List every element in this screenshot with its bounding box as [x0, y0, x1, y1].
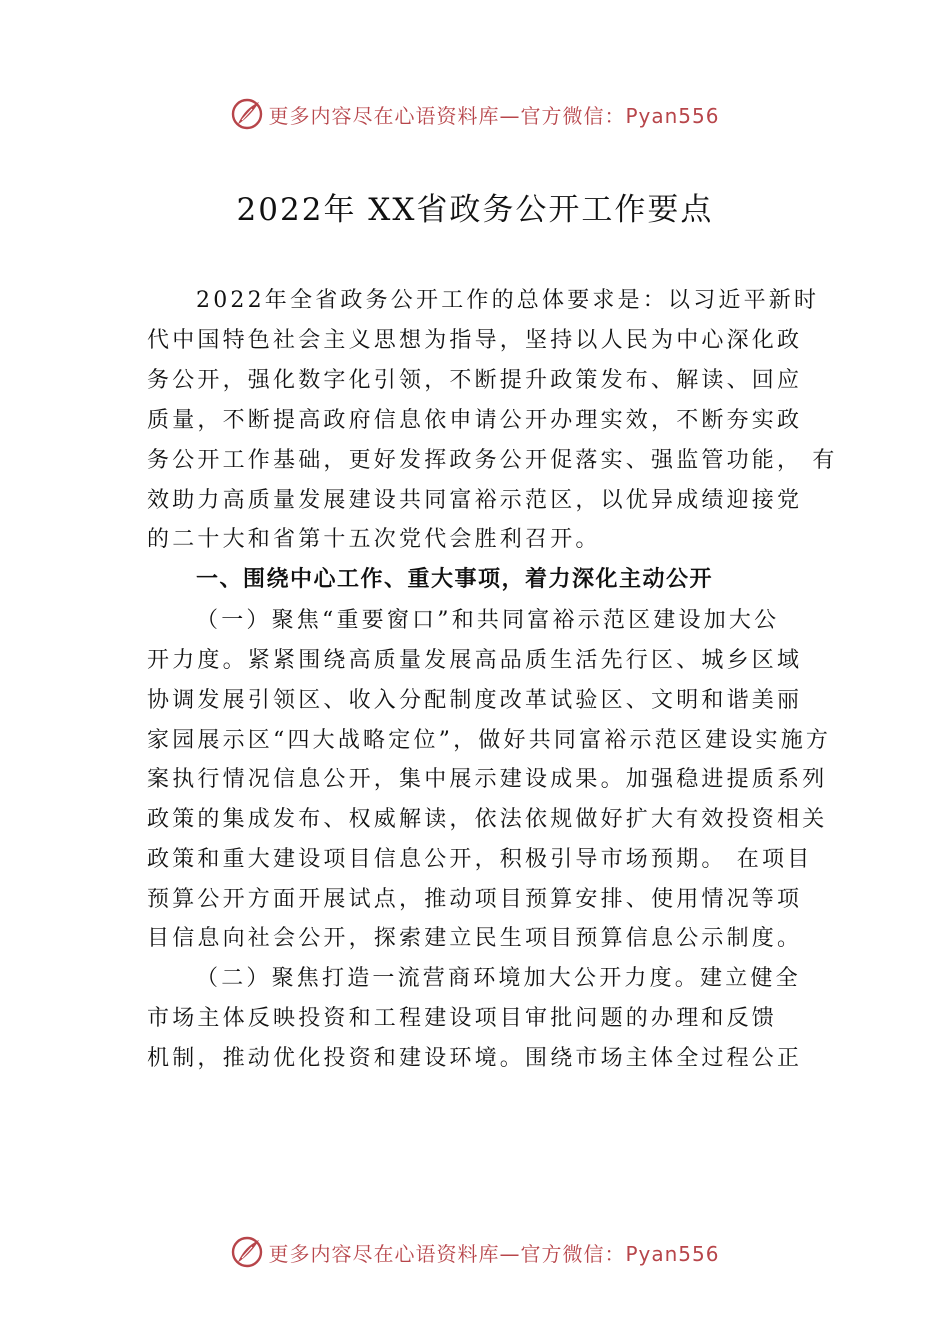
paragraph-line: 预算公开方面开展试点，推动项目预算安排、使用情况等项 [147, 887, 803, 912]
paragraph-line: 代中国特色社会主义思想为指导，坚持以人民为中心深化政 [147, 328, 803, 353]
paragraph-line: （二）聚焦打造一流营商环境加大公开力度。建立健全 [196, 966, 801, 991]
paragraph-line: 政策的集成发布、权威解读，依法依规做好扩大有效投资相关 [147, 807, 828, 832]
header-banner [0, 94, 950, 134]
banner-text: 更多内容尽在心语资料库—官方微信：Pyan556 [268, 1241, 720, 1266]
document-title: 2022年 XX省政务公开工作要点 [236, 192, 714, 228]
paragraph-line: 务公开，强化数字化引领，不断提升政策发布、解读、回应 [147, 368, 803, 393]
paragraph-line: 的二十大和省第十五次党代会胜利召开。 [147, 527, 601, 552]
paragraph-line: 市场主体反映投资和工程建设项目审批问题的办理和反馈 [147, 1006, 778, 1031]
paragraph-line: 务公开工作基础，更好发挥政务公开促落实、强监管功能， 有 [147, 448, 838, 473]
quill-logo-icon [230, 97, 264, 131]
paragraph-line: 协调发展引领区、收入分配制度改革试验区、文明和谐美丽 [147, 688, 803, 713]
paragraph-line: 效助力高质量发展建设共同富裕示范区，以优异成绩迎接党 [147, 488, 803, 513]
paragraph-line: 案执行情况信息公开，集中展示建设成果。加强稳进提质系列 [147, 767, 828, 792]
paragraph-line: 开力度。紧紧围绕高质量发展高品质生活先行区、城乡区域 [147, 648, 803, 673]
paragraph-line: 机制，推动优化投资和建设环境。围绕市场主体全过程公正 [147, 1046, 803, 1071]
paragraph-line: 质量，不断提高政府信息依申请公开办理实效，不断夯实政 [147, 408, 803, 433]
banner-text: 更多内容尽在心语资料库—官方微信：Pyan556 [268, 103, 720, 128]
paragraph-line: 2022年全省政务公开工作的总体要求是：以习近平新时 [196, 288, 820, 313]
paragraph-line: 目信息向社会公开，探索建立民生项目预算信息公示制度。 [147, 926, 803, 951]
paragraph-line: 政策和重大建设项目信息公开，积极引导市场预期。 在项目 [147, 847, 813, 872]
paragraph-line: （一）聚焦“重要窗口”和共同富裕示范区建设加大公 [196, 608, 780, 633]
paragraph-line: 家园展示区“四大战略定位”，做好共同富裕示范区建设实施方 [147, 728, 832, 753]
section-heading: 一、围绕中心工作、重大事项，着力深化主动公开 [196, 567, 714, 592]
footer-banner [0, 1232, 950, 1272]
quill-logo-icon [230, 1235, 264, 1269]
